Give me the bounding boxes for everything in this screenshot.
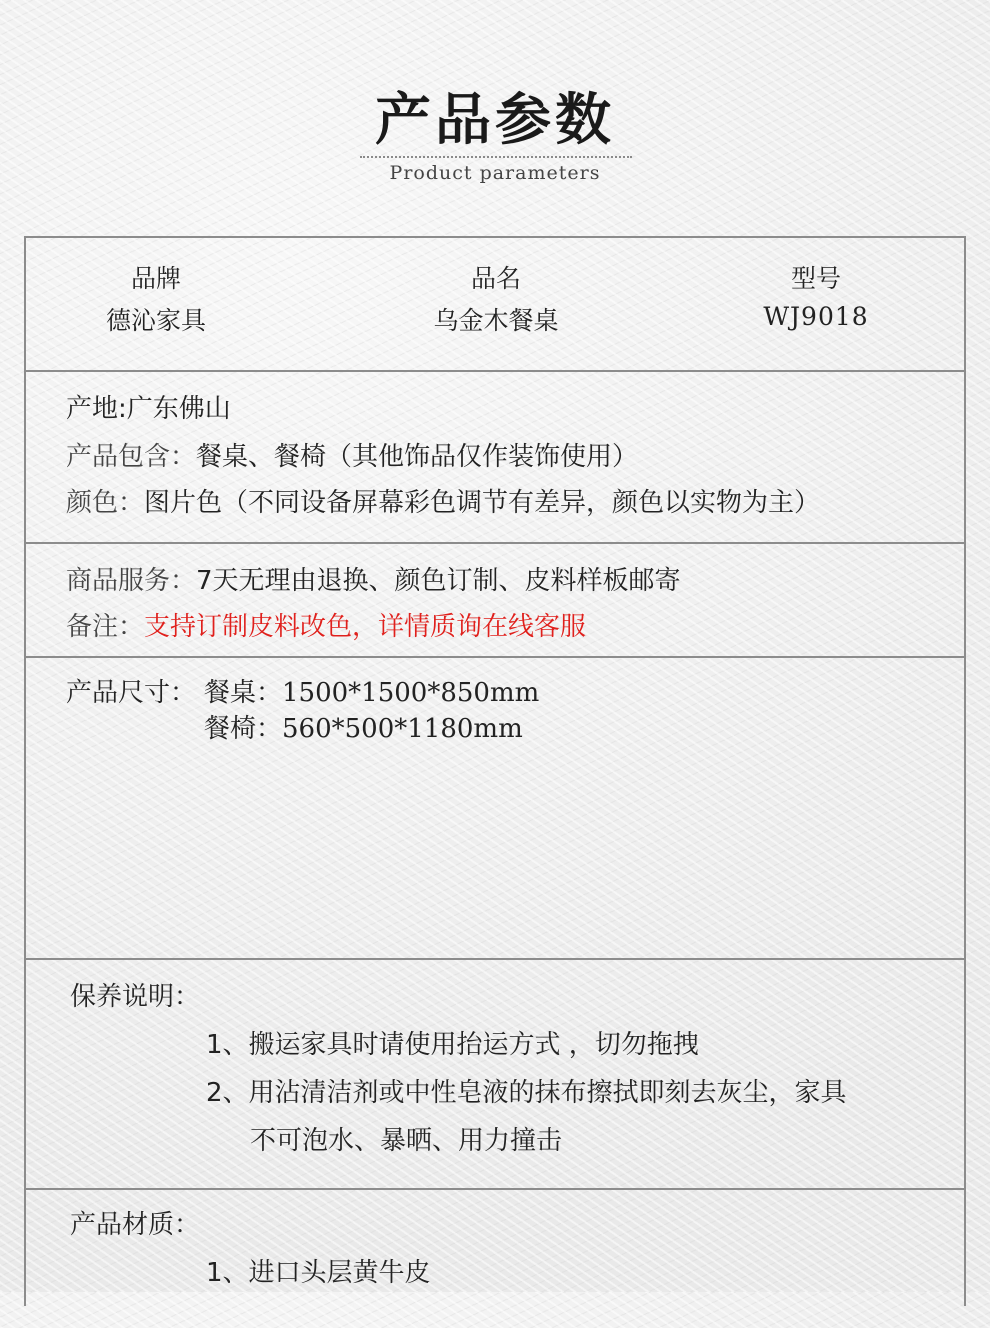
table-size-line xyxy=(204,676,539,710)
package-label: 产品包含： xyxy=(66,442,197,472)
material-item-1: 1、进口头层黄牛皮 xyxy=(206,1258,431,1288)
chair-size-line xyxy=(204,712,523,746)
model-value: WJ9018 xyxy=(763,302,869,331)
spec-header-row xyxy=(26,238,964,370)
material-row xyxy=(26,1188,964,1328)
package-value: 餐桌、餐椅（其他饰品仅作装饰使用） xyxy=(196,442,639,472)
basic-info-row xyxy=(26,370,964,542)
color-label: 颜色： xyxy=(66,488,145,518)
chair-size-value: 560*500*1180mm xyxy=(282,714,523,744)
note-value: 支持订制皮料改色，详情质询在线客服 xyxy=(144,612,587,642)
service-value: 7天无理由退换、颜色订制、皮料样板邮寄 xyxy=(196,566,681,596)
name-value: 乌金木餐桌 xyxy=(433,306,559,335)
material-label: 产品材质： xyxy=(70,1210,201,1240)
page-subtitle: Product parameters xyxy=(389,162,601,184)
origin-line: 产地:广东佛山 xyxy=(66,394,231,424)
brand-cell xyxy=(86,258,226,342)
page-title: 产品参数 xyxy=(375,88,615,153)
note-line xyxy=(66,610,586,644)
table-size-value: 1500*1500*850mm xyxy=(282,678,540,708)
care-row xyxy=(26,958,964,1188)
brand-value: 德沁家具 xyxy=(105,306,206,335)
package-line xyxy=(66,440,638,474)
name-cell xyxy=(416,258,576,342)
note-label: 备注： xyxy=(66,612,145,642)
care-item-2-continued: 不可泡水、暴晒、用力撞击 xyxy=(250,1126,563,1156)
name-label: 品名 xyxy=(470,264,521,293)
care-item-2: 2、用沾清洁剂或中性皂液的抹布擦拭即刻去灰尘，家具 xyxy=(206,1078,847,1108)
service-row xyxy=(26,542,964,656)
table-size-label: 餐桌： xyxy=(204,678,283,708)
brand-label: 品牌 xyxy=(130,264,181,293)
color-value: 图片色（不同设备屏幕彩色调节有差异，颜色以实物为主） xyxy=(144,488,821,518)
service-line xyxy=(66,564,681,598)
model-label: 型号 xyxy=(790,264,841,293)
chair-size-label: 餐椅： xyxy=(204,714,283,744)
service-label: 商品服务： xyxy=(66,566,197,596)
size-label: 产品尺寸： xyxy=(66,678,197,708)
title-divider xyxy=(360,156,632,158)
care-label: 保养说明： xyxy=(70,982,201,1012)
model-cell xyxy=(746,258,886,338)
care-item-1: 1、搬运家具时请使用抬运方式 ，切勿拖拽 xyxy=(206,1030,699,1060)
size-row xyxy=(26,656,964,958)
color-line xyxy=(66,486,820,520)
spec-table xyxy=(24,236,966,1306)
